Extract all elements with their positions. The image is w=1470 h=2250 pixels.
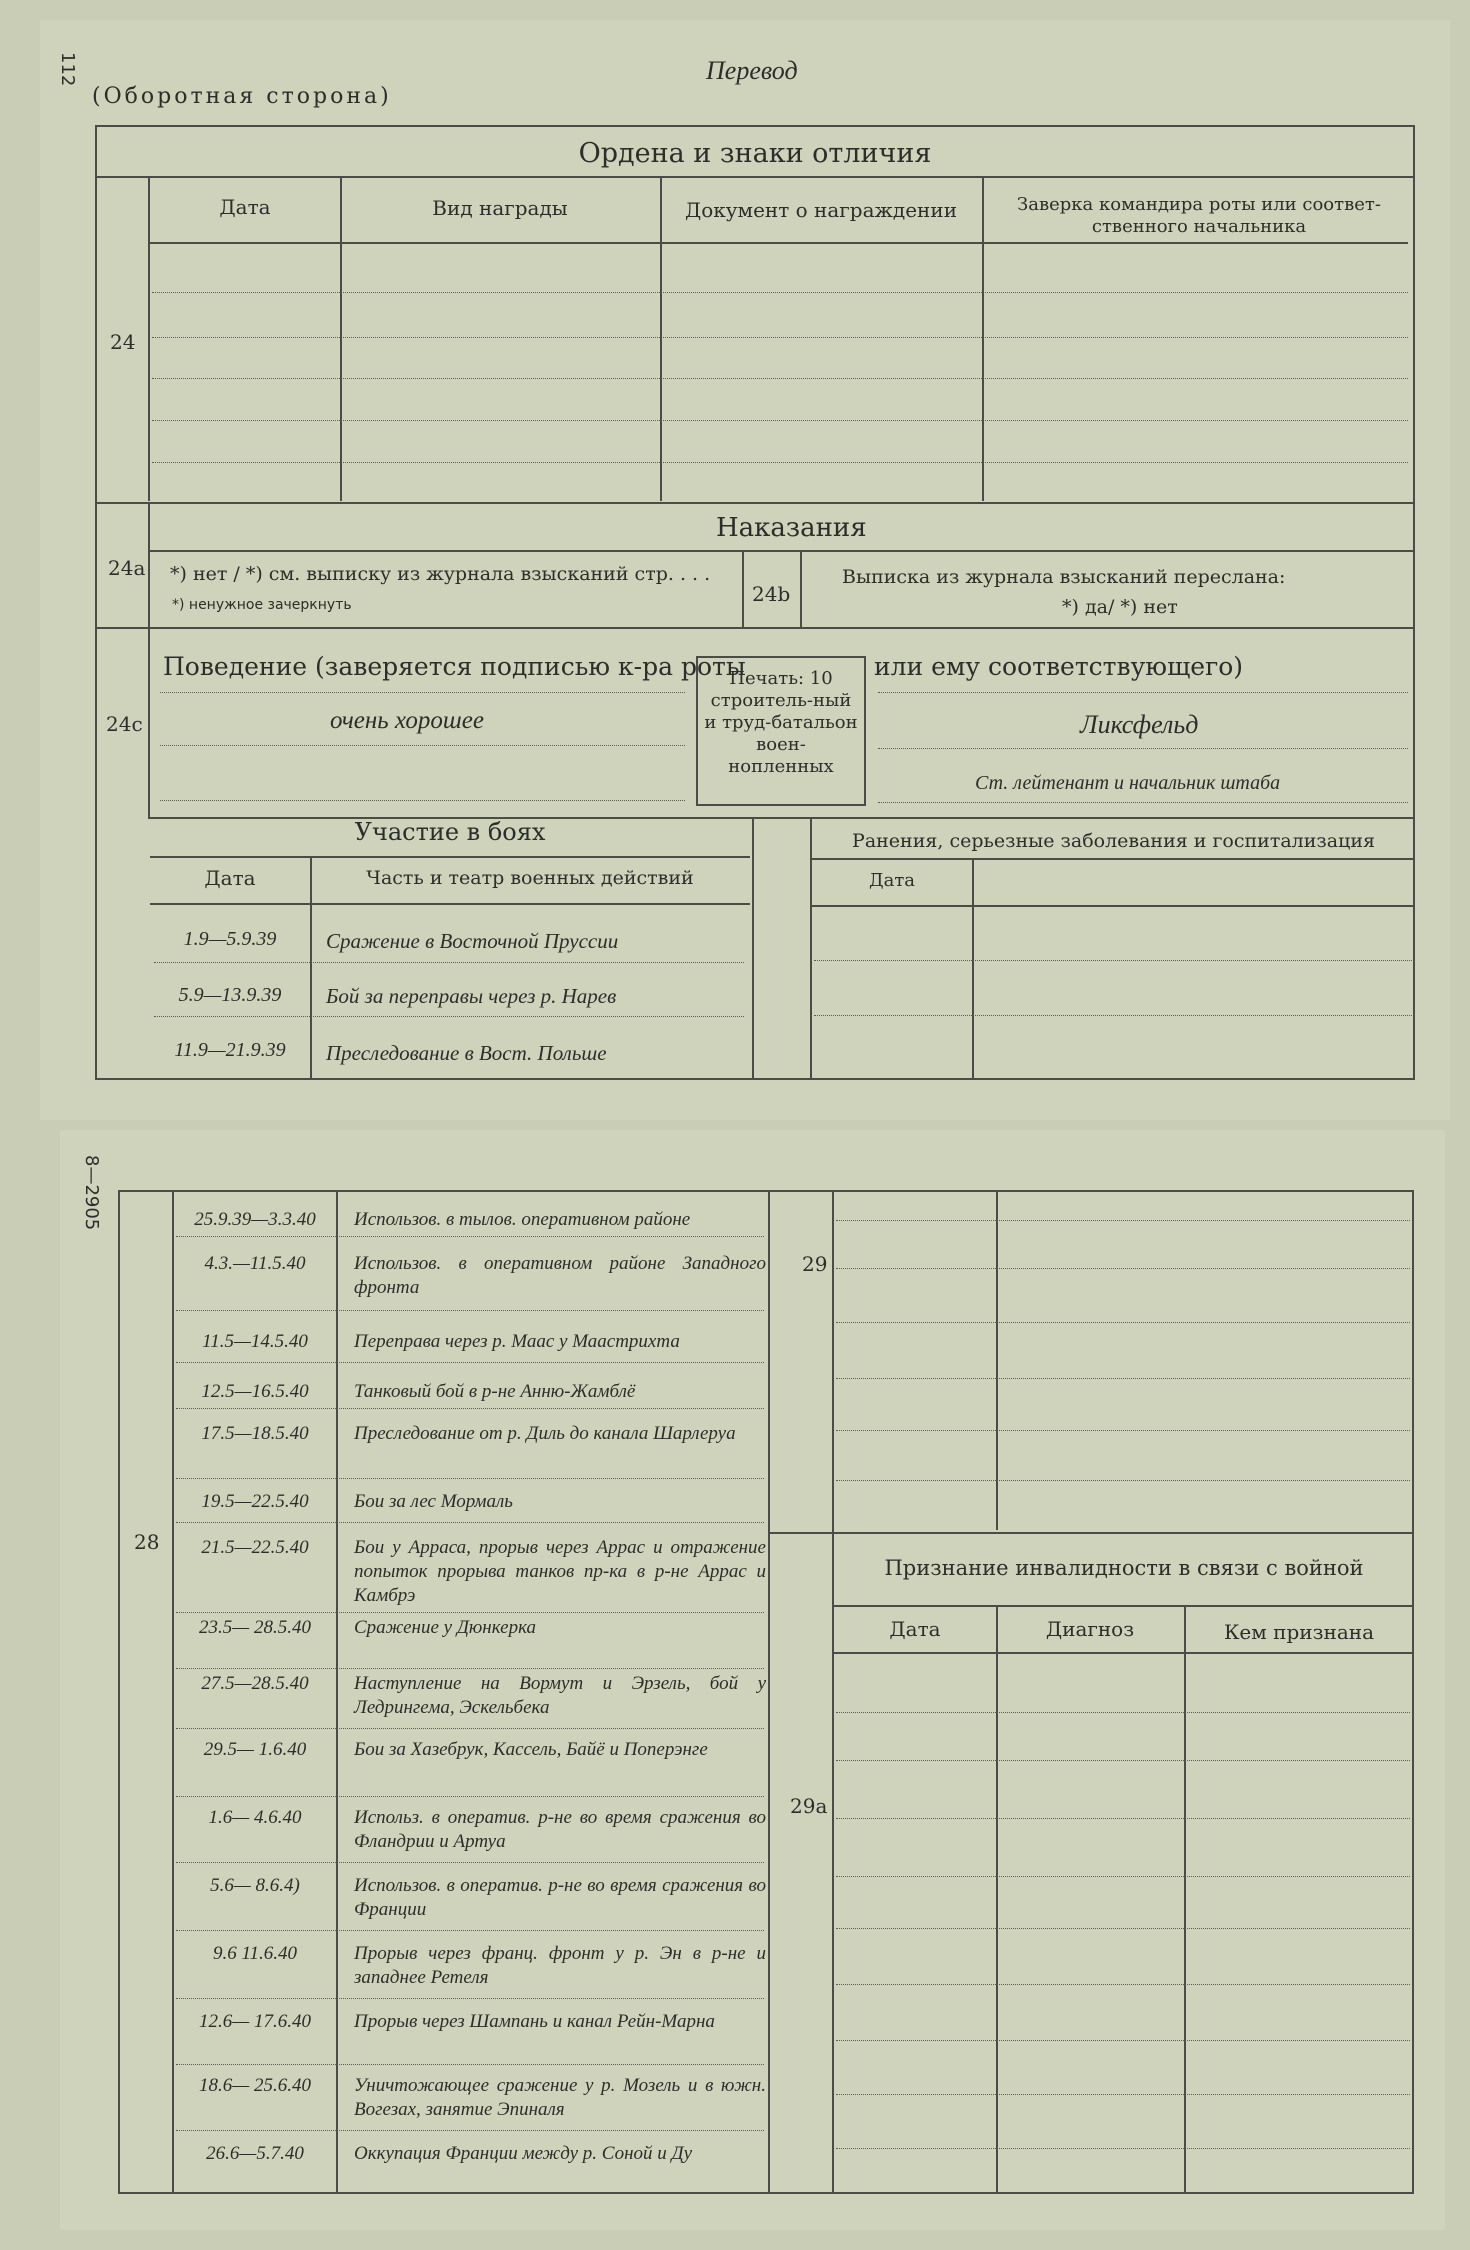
battles-cont-num-divider (172, 1190, 174, 2194)
disability-row-line (836, 1984, 1410, 1985)
awards-col-type: Вид награды (432, 196, 568, 220)
battles-right-border (752, 817, 754, 1080)
penalties-left-line2: *) ненужное зачеркнуть (172, 597, 352, 613)
wounds-title: Ранения, серьезные заболевания и госпитализация (852, 830, 1375, 852)
battle-cont-date: 23.5— 28.5.40 (199, 1617, 311, 1638)
battle-cont-text: Прорыв через франц. фронт у р. Эн в р-не и западнее Ретеля (354, 1943, 766, 1988)
wounds-row-line (814, 960, 1412, 961)
battle-cont-date: 18.6— 25.6.40 (199, 2075, 311, 2096)
wounds-row-line (814, 1015, 1412, 1016)
disability-col-divider (996, 1605, 998, 2194)
battle-cont-text: Уничтожающее сражение у р. Мозель и в южн. Вогезах, занятие Эпиналя (354, 2075, 766, 2120)
battle-cont-row-line (176, 2064, 764, 2065)
side-label: (Оборотная сторона) (92, 84, 392, 109)
penalties-sub-divider (742, 550, 744, 627)
wounds-title-line (812, 858, 1415, 860)
conduct-line (160, 692, 685, 693)
conduct-line (878, 802, 1408, 803)
section29-row-line (836, 1378, 1410, 1379)
penalties-right-line1: Выписка из журнала взысканий переслана: (842, 566, 1286, 588)
disability-row-line (836, 2040, 1410, 2041)
battles-cont-right-border (768, 1190, 770, 2194)
awards-row-line (152, 378, 1408, 379)
battle-date: 1.9—5.9.39 (183, 928, 277, 950)
penalties-right-line2: *) да/ *) нет (1062, 596, 1178, 618)
conduct-num-divider (148, 627, 150, 817)
conduct-line (160, 745, 685, 746)
disability-col-by-whom: Кем признана (1223, 1620, 1375, 1644)
conduct-line (878, 692, 1408, 693)
battle-text: Преследование в Вост. Польше (326, 1041, 607, 1065)
disability-title-line (834, 1605, 1414, 1607)
battle-cont-text: Использ. в оператив. р-не во время сражения во Фландрии и Артуа (354, 1807, 766, 1852)
wounds-col-date: Дата (868, 870, 916, 891)
battle-cont-row-line (176, 1728, 764, 1729)
battle-cont-date: 21.5—22.5.40 (201, 1537, 309, 1558)
penalties-bottom-line (95, 627, 1415, 629)
battles-title-line (150, 856, 750, 858)
battle-cont-date: 9.6 11.6.40 (212, 1943, 298, 1964)
disability-row-line (836, 2094, 1410, 2095)
battle-cont-text: Использов. в оперативном районе Западного фронта (354, 1253, 766, 1298)
stamp-text: Печать: 10 строитель-ный и труд-батальон воен-нопленных (704, 668, 858, 777)
awards-col-line-1 (340, 176, 342, 501)
disability-row-line (836, 2148, 1410, 2149)
disability-col-diagnosis: Диагноз (1045, 1617, 1135, 1641)
battle-cont-text: Наступление на Вормут и Эрзель, бой у Ледрингема, Эскельбека (354, 1673, 766, 1718)
battle-cont-row-line (176, 1998, 764, 1999)
disability-header-line (834, 1652, 1414, 1654)
battle-cont-text: Преследование от р. Диль до канала Шарлеруа (354, 1423, 736, 1444)
conduct-row-number: 24c (106, 712, 143, 736)
section29-row-line (836, 1322, 1410, 1323)
awards-col-line-3 (982, 176, 984, 501)
battle-cont-date: 5.6— 8.6.4) (210, 1875, 300, 1896)
commander-title: Ст. лейтенант и начальник штаба (975, 772, 1281, 794)
battle-cont-row-line (176, 1310, 764, 1311)
section29-col-divider (996, 1190, 998, 1530)
conduct-line (878, 748, 1408, 749)
battles-col-unit: Часть и театр военных действий (366, 867, 694, 889)
battle-cont-row-line (176, 1362, 764, 1363)
battle-cont-row-line (176, 1408, 764, 1409)
page-number: 112 (57, 52, 78, 87)
print-code: 8—2905 (81, 1155, 102, 1231)
battle-date: 11.9—21.9.39 (174, 1039, 286, 1061)
battle-cont-date: 4.3.—11.5.40 (204, 1253, 306, 1274)
awards-row-number: 24 (110, 330, 136, 354)
commander-signature: Ликсфельд (1080, 710, 1199, 739)
battle-cont-row-line (176, 1236, 764, 1237)
wounds-col-divider (972, 858, 974, 1080)
battle-cont-date: 27.5—28.5.40 (201, 1673, 309, 1694)
battle-cont-text: Сражение у Дюнкерка (354, 1617, 536, 1638)
battle-text: Сражение в Восточной Пруссии (326, 929, 619, 953)
disability-col-date: Дата (889, 1617, 941, 1641)
battles-cont-row-number: 28 (134, 1530, 160, 1554)
battle-cont-date: 19.5—22.5.40 (201, 1491, 309, 1512)
section29-row-number: 29 (802, 1252, 828, 1276)
section29-bottom-line (768, 1532, 1414, 1534)
battles-col-divider (310, 856, 312, 1080)
awards-num-divider (148, 176, 150, 501)
battle-row-line (154, 1016, 744, 1017)
penalties-row-number: 24a (108, 556, 146, 580)
awards-row-line (152, 337, 1408, 338)
battle-cont-row-line (176, 1796, 764, 1797)
battle-cont-row-line (176, 1862, 764, 1863)
battle-cont-text: Оккупация Франции между р. Соной и Ду (354, 2143, 693, 2164)
battle-text: Бой за переправы через р. Нарев (326, 984, 617, 1008)
battle-cont-text: Танковый бой в р-не Анню-Жамблё (354, 1381, 636, 1402)
conduct-label-left: Поведение (заверяется подписью к-ра роты (163, 652, 746, 681)
awards-col-line-2 (660, 176, 662, 501)
battle-cont-text: Бои у Арраса, прорыв через Аррас и отражение попыток прорыва танков пр-ка в р-не Аррас и Камбрэ (354, 1537, 766, 1606)
awards-row-line (152, 420, 1408, 421)
disability-title: Признание инвалидности в связи с войной (884, 1556, 1364, 1580)
conduct-label-right: или ему соответствующего) (874, 652, 1244, 681)
battle-cont-text: Переправа через р. Маас у Маастрихта (354, 1331, 680, 1352)
battle-cont-date: 12.6— 17.6.40 (199, 2011, 311, 2032)
conduct-value: очень хорошее (330, 707, 484, 734)
battle-cont-text: Бои за лес Мормаль (354, 1491, 513, 1512)
disability-row-number: 29a (790, 1794, 828, 1818)
awards-header-line (150, 242, 1408, 244)
penalties-sub-divider-2 (800, 550, 802, 627)
battle-cont-date: 26.6—5.7.40 (206, 2143, 304, 2164)
conduct-line (160, 800, 685, 801)
penalties-title-line (148, 550, 1415, 552)
translation-label: Перевод (706, 56, 798, 85)
battle-cont-date: 29.5— 1.6.40 (203, 1739, 307, 1760)
awards-col-certification: Заверка командира роты или соответ-ственного начальника (1017, 194, 1381, 237)
battle-cont-row-line (176, 1478, 764, 1479)
awards-col-document: Документ о награждении (684, 198, 958, 222)
wounds-left-border (810, 817, 812, 1080)
penalties-left-line1: *) нет / *) см. выписку из журнала взысканий стр. . . . (170, 563, 711, 585)
battle-cont-text: Прорыв через Шампань и канал Рейн-Марна (354, 2011, 715, 2032)
wounds-header-line (812, 905, 1415, 907)
disability-row-line (836, 1760, 1410, 1761)
section29-row-line (836, 1430, 1410, 1431)
battle-cont-text: Бои за Хазебрук, Кассель, Байё и Поперэнге (354, 1739, 708, 1760)
section29-num-divider (832, 1190, 834, 2194)
battle-cont-row-line (176, 2130, 764, 2131)
battles-col-date: Дата (204, 866, 256, 890)
disability-row-line (836, 1712, 1410, 1713)
disability-col-divider (1184, 1605, 1186, 2194)
awards-title: Ордена и знаки отличия (578, 138, 932, 169)
battle-cont-date: 1.6— 4.6.40 (208, 1807, 302, 1828)
battle-date: 5.9—13.9.39 (178, 984, 282, 1006)
section29-row-line (836, 1268, 1410, 1269)
battles-title: Участие в боях (354, 818, 546, 846)
awards-bottom-line (95, 502, 1415, 504)
battle-cont-row-line (176, 1612, 764, 1613)
penalties-num-divider (148, 502, 150, 627)
penalties-title: Наказания (716, 513, 867, 543)
battle-cont-text: Использов. в тылов. оперативном районе (354, 1209, 691, 1230)
battle-cont-text: Использов. в оператив. р-не во время сражения во Франции (354, 1875, 766, 1920)
awards-row-line (152, 292, 1408, 293)
section29-row-line (836, 1480, 1410, 1481)
awards-title-line (95, 176, 1415, 178)
battle-cont-row-line (176, 1522, 764, 1523)
battle-cont-date: 12.5—16.5.40 (201, 1381, 309, 1402)
battle-cont-date: 25.9.39—3.3.40 (194, 1209, 316, 1230)
disability-row-line (836, 1928, 1410, 1929)
awards-col-date: Дата (219, 195, 271, 219)
battles-cont-date-divider (336, 1190, 338, 2194)
battle-cont-row-line (176, 1668, 764, 1669)
battle-cont-date: 11.5—14.5.40 (202, 1331, 308, 1352)
battles-header-line (150, 903, 750, 905)
battle-row-line (154, 962, 744, 963)
penalties-sub-number: 24b (752, 582, 791, 606)
battle-cont-row-line (176, 1930, 764, 1931)
disability-row-line (836, 1876, 1410, 1877)
disability-row-line (836, 1818, 1410, 1819)
battle-cont-date: 17.5—18.5.40 (201, 1423, 309, 1444)
section29-row-line (836, 1220, 1410, 1221)
awards-row-line (152, 462, 1408, 463)
